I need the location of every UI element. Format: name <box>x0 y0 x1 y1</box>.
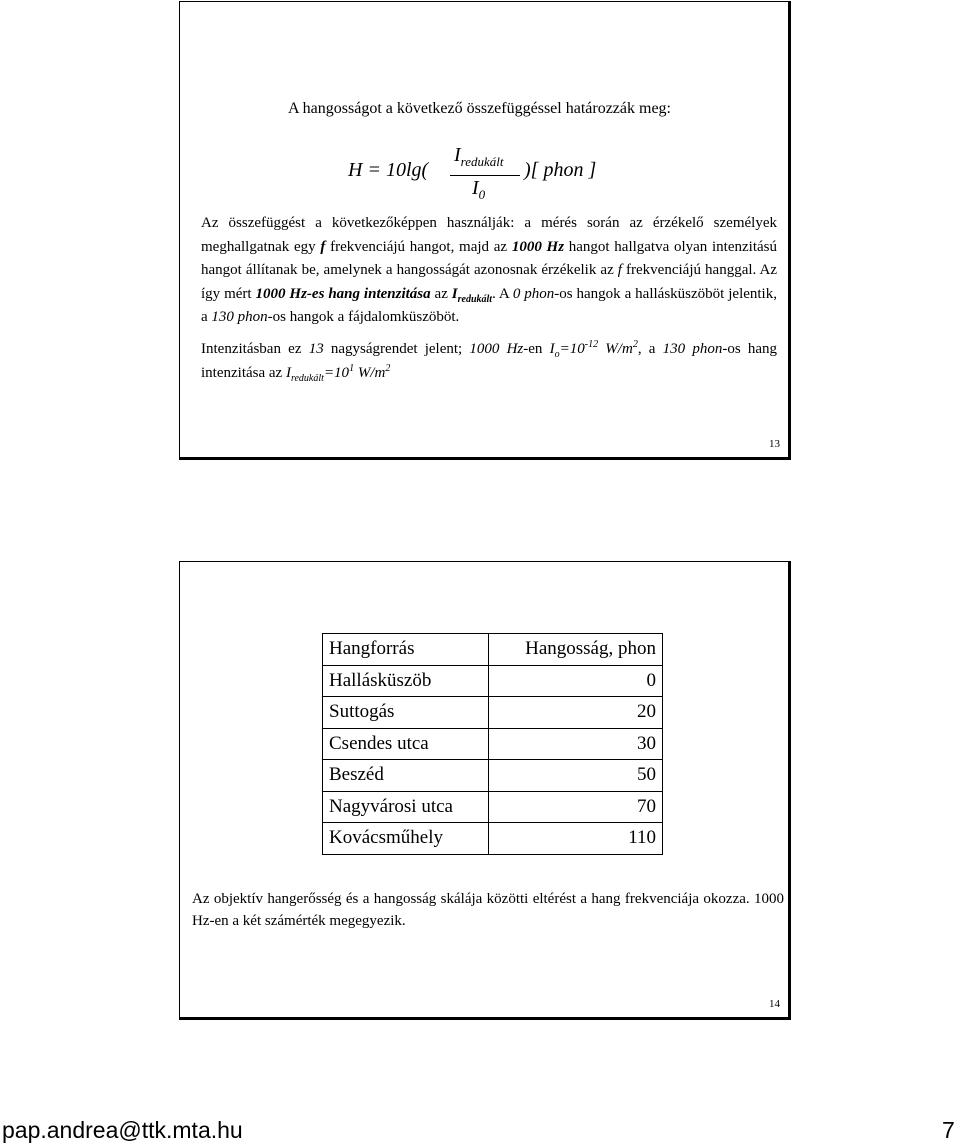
page-number: 7 <box>942 1117 955 1143</box>
loudness-formula <box>348 144 648 208</box>
cell-source: Beszéd <box>323 760 489 792</box>
cell-value: 70 <box>488 791 662 823</box>
loudness-table <box>322 633 663 855</box>
cell-value: 20 <box>488 697 662 729</box>
header-loudness: Hangosság, phon <box>488 634 662 666</box>
table-header-row <box>323 634 663 666</box>
cell-source: Csendes utca <box>323 728 489 760</box>
table-row <box>323 791 663 823</box>
formula-lhs: H = 10lg( <box>348 159 429 181</box>
cell-value: 0 <box>488 665 662 697</box>
fraction-bar <box>450 175 520 176</box>
cell-value: 110 <box>488 823 662 855</box>
formula-denominator: $I_0$ <box>472 177 486 202</box>
table-row <box>323 665 663 697</box>
explanation-paragraph: Az összefüggést a következőképpen használják: a mérés során az érzékelő személyek meghallgatnak egy f frekvenciájú hangot, majd az 1000 Hz hangot hallgatva olyan intenzitású hangot állítanak be, amelynek a hangosságát azonosnak érzékelik az f frekvenciájú hanggal. Az így mért 1000 Hz-es hang intenzitása az $I_{redukált}$. A 0 phon-os hangok a hallásküszöböt jelentik, a 130 phon-os hangok a fájdalomküszöböt. <box>201 215 778 325</box>
footnote-text: Az objektív hangerősség és a hangosság skálája közötti eltérést a hang frekvenciája okozza. 1000 Hz-en a két számérték megegyezik. <box>192 891 784 929</box>
table-row <box>323 697 663 729</box>
cell-value: 30 <box>488 728 662 760</box>
author-email: pap.andrea@ttk.mta.hu <box>2 1117 243 1143</box>
cell-value: 50 <box>488 760 662 792</box>
slide-14 <box>179 561 791 1020</box>
header-source: Hangforrás <box>323 634 489 666</box>
slide-13 <box>179 1 791 460</box>
cell-source: Hallásküszöb <box>323 665 489 697</box>
slide-page-number: 14 <box>769 998 780 1010</box>
formula-rhs: )[ phon ] <box>524 159 597 181</box>
cell-source: Nagyvárosi utca <box>323 791 489 823</box>
cell-source: Suttogás <box>323 697 489 729</box>
formula-numerator: $I_{redukált}$ <box>454 144 504 169</box>
intro-text: A hangosságot a következő összefüggéssel határozzák meg: <box>288 100 671 117</box>
table-row <box>323 728 663 760</box>
table-row <box>323 823 663 855</box>
slide-page-number: 13 <box>769 438 780 450</box>
cell-source: Kovácsműhely <box>323 823 489 855</box>
table-row <box>323 760 663 792</box>
intensity-paragraph: Intenzitásban ez 13 nagyságrendet jelent; 1000 Hz-en $I_o=10^{-12}$ $W/m^2$, a 130 phon-os hang intenzitása az $I_{redukált}=10^1$ $W/m^2$ <box>201 339 778 384</box>
